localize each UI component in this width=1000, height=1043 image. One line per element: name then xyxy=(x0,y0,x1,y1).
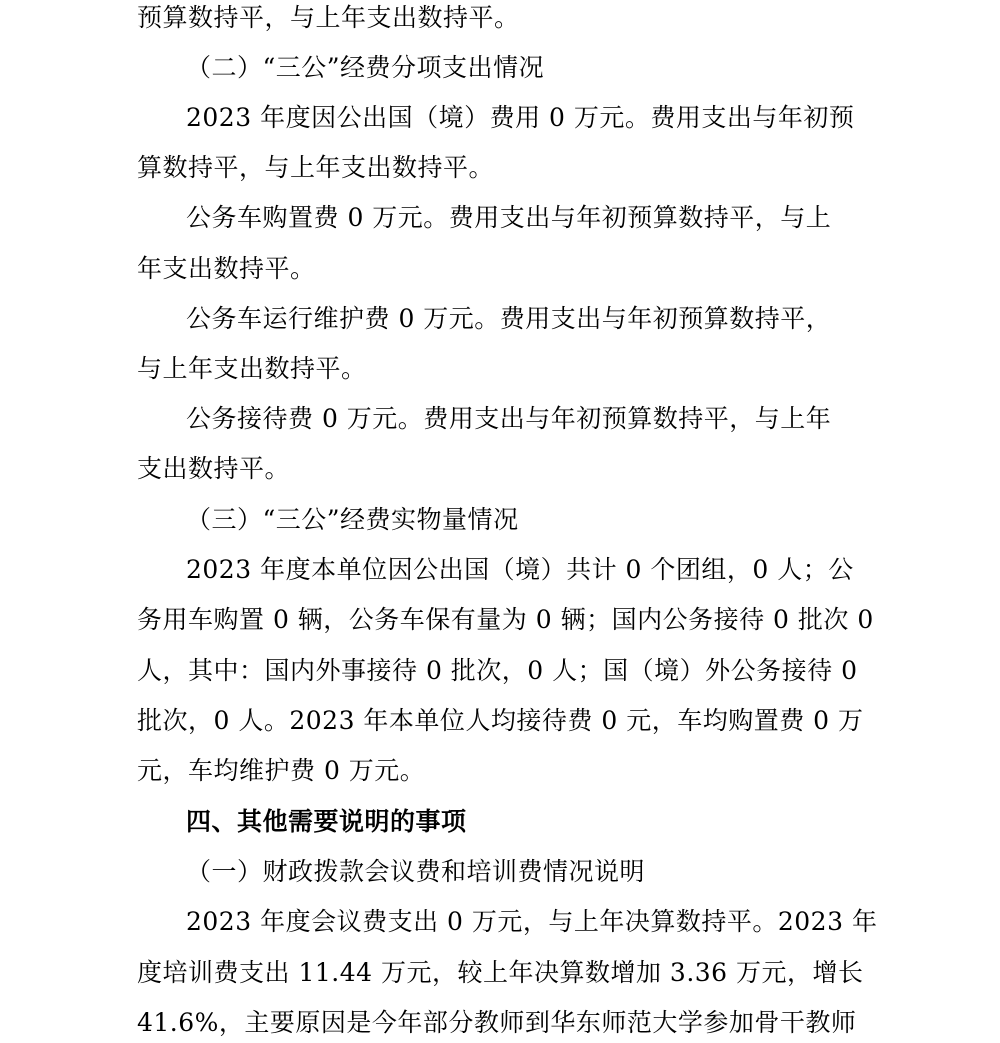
section-heading: （二）“三公”经费分项支出情况 xyxy=(186,53,545,82)
paragraph-line: 算数持平，与上年支出数持平。 xyxy=(137,153,495,182)
section-heading: （三）“三公”经费实物量情况 xyxy=(186,505,519,534)
paragraph-line: 批次，0 人。2023 年本单位人均接待费 0 元，车均购置费 0 万 xyxy=(137,706,864,735)
paragraph-line: 公务车购置费 0 万元。费用支出与年初预算数持平，与上 xyxy=(186,203,832,232)
section-heading: （一）财政拨款会议费和培训费情况说明 xyxy=(186,857,646,886)
paragraph-line: 与上年支出数持平。 xyxy=(137,354,367,383)
paragraph-line: 度培训费支出 11.44 万元，较上年决算数增加 3.36 万元，增长 xyxy=(137,958,864,987)
paragraph-line: 人，其中：国内外事接待 0 批次，0 人；国（境）外公务接待 0 xyxy=(137,656,858,685)
paragraph-line: 2023 年度会议费支出 0 万元，与上年决算数持平。2023 年 xyxy=(186,907,878,936)
paragraph-line: 务用车购置 0 辆，公务车保有量为 0 辆；国内公务接待 0 批次 0 xyxy=(137,605,874,634)
paragraph-line: 公务车运行维护费 0 万元。费用支出与年初预算数持平， xyxy=(186,304,832,333)
paragraph-line: 支出数持平。 xyxy=(137,454,291,483)
chapter-heading: 四、其他需要说明的事项 xyxy=(186,807,467,836)
paragraph-line: 41.6%，主要原因是今年部分教师到华东师范大学参加骨干教师 xyxy=(137,1008,857,1037)
paragraph-line: 预算数持平，与上年支出数持平。 xyxy=(137,3,520,32)
paragraph-line: 年支出数持平。 xyxy=(137,254,316,283)
paragraph-line: 2023 年度因公出国（境）费用 0 万元。费用支出与年初预 xyxy=(186,103,855,132)
paragraph-line: 元，车均维护费 0 万元。 xyxy=(137,756,426,785)
paragraph-line: 公务接待费 0 万元。费用支出与年初预算数持平，与上年 xyxy=(186,404,832,433)
paragraph-line: 2023 年度本单位因公出国（境）共计 0 个团组，0 人；公 xyxy=(186,555,854,584)
